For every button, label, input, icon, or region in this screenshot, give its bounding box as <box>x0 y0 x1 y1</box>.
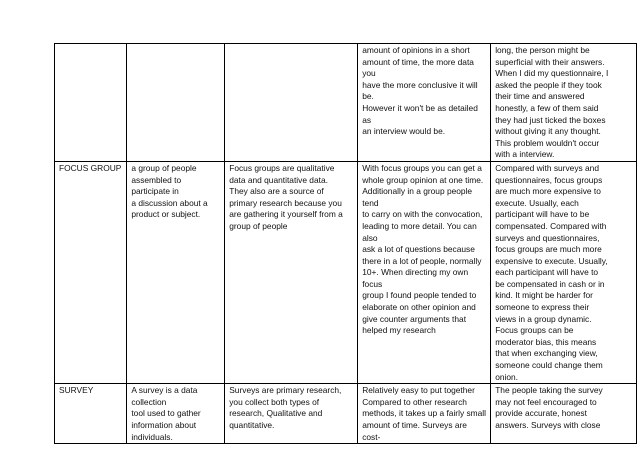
definition-cell <box>127 44 225 162</box>
method-label-cell: SURVEY <box>55 384 127 444</box>
disadvantages-cell: Compared with surveys and questionnaires, focus groups are much more expensive to execute. Usually, each participant will have to be compensated. Compared with surveys and questionnaires, focus groups are much more expensive to execute. Usually, each participant will have to be compensated in cash or in kind. It might be harder for someone to express their views in a group dynamic. Focus groups can be moderator bias, this means that when exchanging view, someone could change them onion. <box>491 161 637 383</box>
advantages-cell: Relatively easy to put together Compared to other research methods, it takes up a fairly small amount of time. Surveys are cost- <box>358 384 491 444</box>
advantages-cell: amount of opinions in a short amount of time, the more data you have the more conclusive it will be. However it won't be as detailed as an interview would be. <box>358 44 491 162</box>
disadvantages-cell: long, the person might be superficial with their answers. When I did my questionnaire, I asked the people if they took their time and answered honestly, a few of them said they had just ticked the boxes without giving it any thought. This problem wouldn't occur with a interview. <box>491 44 637 162</box>
data-type-cell: Focus groups are qualitative data and quantitative data. They also are a source of primary research because you are gathering it yourself from a group of people <box>225 161 358 383</box>
data-type-cell: Surveys are primary research, you collect both types of research, Qualitative and quantitative. <box>225 384 358 444</box>
definition-cell: A survey is a data collection tool used to gather information about individuals. <box>127 384 225 444</box>
method-label-cell <box>55 44 127 162</box>
advantages-cell: With focus groups you can get a whole group opinion at one time. Additionally in a group people tend to carry on with the convocation, leading to more detail. You can also ask a lot of questions because there in a lot of people, normally 10+. When directing my own focus group I found people tended to elaborate on other opinion and give counter arguments that helped my research <box>358 161 491 383</box>
table-row-survey <box>55 384 637 444</box>
method-label-cell: FOCUS GROUP <box>55 161 127 383</box>
definition-cell: a group of people assembled to participate in a discussion about a product or subject. <box>127 161 225 383</box>
data-type-cell <box>225 44 358 162</box>
disadvantages-cell: The people taking the survey may not feel encouraged to provide accurate, honest answers. Surveys with close <box>491 384 637 444</box>
research-methods-table <box>54 43 637 444</box>
table-row-focus-group <box>55 161 637 383</box>
table-row-continuation <box>55 44 637 162</box>
